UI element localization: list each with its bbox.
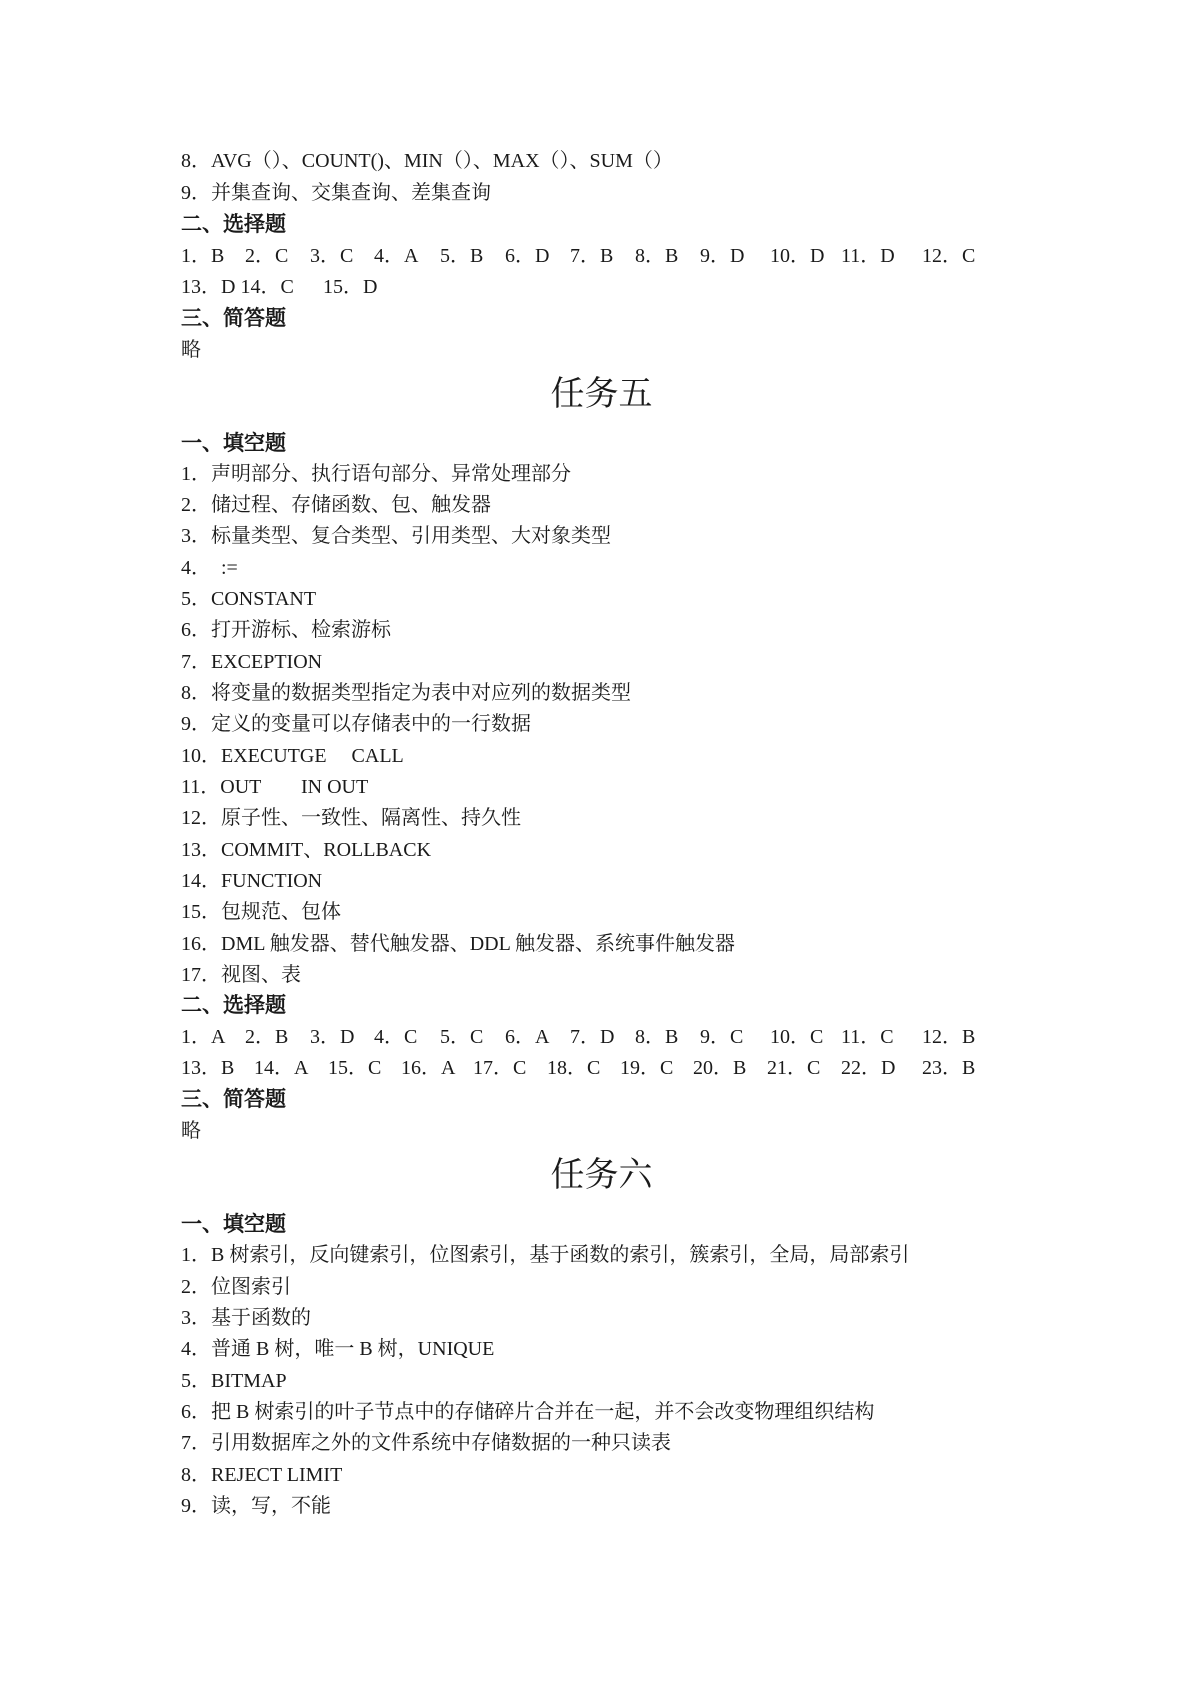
- choice-answer: 5．B: [440, 245, 484, 267]
- choice-answer: 18．C: [547, 1057, 601, 1079]
- choice-answer: 15．C: [328, 1057, 382, 1079]
- choice-answer: 19．C: [620, 1057, 674, 1079]
- section-heading-fill: 一、填空题: [181, 1212, 286, 1236]
- section-heading-short: 三、简答题: [181, 306, 286, 330]
- choice-answer: 13．D 14．C: [181, 276, 294, 298]
- choice-answer: 11．D: [841, 245, 895, 267]
- choice-answer: 3．C: [310, 245, 354, 267]
- answer-line: 8．将变量的数据类型指定为表中对应列的数据类型: [181, 682, 631, 704]
- answer-line: 5．BITMAP: [181, 1370, 287, 1392]
- choice-answer: 11．C: [841, 1026, 894, 1048]
- choice-answer: 1．B: [181, 245, 225, 267]
- section-heading-choice: 二、选择题: [181, 212, 286, 236]
- choice-answers-row: [181, 1024, 1021, 1050]
- answer-line: 9．定义的变量可以存储表中的一行数据: [181, 713, 531, 735]
- choice-answer: 5．C: [440, 1026, 484, 1048]
- answer-line: 2．位图索引: [181, 1276, 291, 1298]
- choice-answer: 4．C: [374, 1026, 418, 1048]
- section-heading-choice: 二、选择题: [181, 993, 286, 1017]
- answer-line: 9．读，写，不能: [181, 1495, 331, 1517]
- choice-answer: 23．B: [922, 1057, 976, 1079]
- answer-line: 12．原子性、一致性、隔离性、持久性: [181, 807, 521, 829]
- choice-answer: 22．D: [841, 1057, 896, 1079]
- answer-line: 5．CONSTANT: [181, 588, 317, 610]
- choice-answer: 1．A: [181, 1026, 226, 1048]
- answer-line: 7．EXCEPTION: [181, 651, 323, 673]
- choice-answer: 6．D: [505, 245, 550, 267]
- choice-answer: 9．C: [700, 1026, 744, 1048]
- answer-line: 16．DML 触发器、替代触发器、DDL 触发器、系统事件触发器: [181, 933, 736, 955]
- choice-answer: 15．D: [323, 276, 378, 298]
- choice-answer: 3．D: [310, 1026, 355, 1048]
- short-answer: 略: [181, 339, 201, 361]
- choice-answer: 9．D: [700, 245, 745, 267]
- answer-line: 6．把 B 树索引的叶子节点中的存储碎片合并在一起，并不会改变物理组织结构: [181, 1401, 875, 1423]
- answer-line: 7．引用数据库之外的文件系统中存储数据的一种只读表: [181, 1432, 671, 1454]
- choice-answer: 12．C: [922, 245, 976, 267]
- choice-answers-row: [181, 1055, 1021, 1081]
- task-title: 任务六: [550, 1155, 653, 1195]
- choice-answers-row: [181, 243, 1021, 269]
- answer-line: 3．基于函数的: [181, 1307, 311, 1329]
- answer-line: 4． :=: [181, 557, 238, 579]
- choice-answer: 8．B: [635, 1026, 679, 1048]
- answer-line: 8．REJECT LIMIT: [181, 1464, 343, 1486]
- choice-answer: 10．D: [770, 245, 825, 267]
- answer-line: 1．声明部分、执行语句部分、异常处理部分: [181, 463, 571, 485]
- answer-line: 10．EXECUTGE CALL: [181, 745, 404, 767]
- answer-line: 4．普通 B 树，唯一 B 树，UNIQUE: [181, 1338, 495, 1360]
- choice-answer: 7．D: [570, 1026, 615, 1048]
- short-answer: 略: [181, 1120, 201, 1142]
- choice-answer: 7．B: [570, 245, 614, 267]
- choice-answer: 6．A: [505, 1026, 550, 1048]
- answer-line: 17．视图、表: [181, 964, 301, 986]
- choice-answer: 10．C: [770, 1026, 824, 1048]
- answer-line: 1．B 树索引，反向键索引，位图索引，基于函数的索引，簇索引，全局，局部索引: [181, 1244, 910, 1266]
- answer-line: 3．标量类型、复合类型、引用类型、大对象类型: [181, 525, 611, 547]
- section-heading-short: 三、简答题: [181, 1087, 286, 1111]
- choice-answer: 12．B: [922, 1026, 976, 1048]
- answer-line: 9．并集查询、交集查询、差集查询: [181, 182, 491, 204]
- answer-line: 8．AVG（）、COUNT()、MIN（）、MAX（）、SUM（）: [181, 150, 673, 172]
- answer-line: 11．OUT IN OUT: [181, 776, 369, 798]
- choice-answer: 16．A: [401, 1057, 456, 1079]
- choice-answers-row: [181, 274, 1021, 300]
- answer-line: 15．包规范、包体: [181, 901, 341, 923]
- answer-line: 2．储过程、存储函数、包、触发器: [181, 494, 491, 516]
- answer-line: 13．COMMIT、ROLLBACK: [181, 839, 432, 861]
- choice-answer: 2．B: [245, 1026, 289, 1048]
- section-heading-fill: 一、填空题: [181, 431, 286, 455]
- choice-answer: 2．C: [245, 245, 289, 267]
- choice-answer: 4．A: [374, 245, 419, 267]
- choice-answer: 21．C: [767, 1057, 821, 1079]
- task-title: 任务五: [550, 374, 653, 414]
- choice-answer: 20．B: [693, 1057, 747, 1079]
- answer-line: 6．打开游标、检索游标: [181, 619, 391, 641]
- answer-line: 14．FUNCTION: [181, 870, 323, 892]
- choice-answer: 14．A: [254, 1057, 309, 1079]
- choice-answer: 13．B: [181, 1057, 235, 1079]
- choice-answer: 8．B: [635, 245, 679, 267]
- choice-answer: 17．C: [473, 1057, 527, 1079]
